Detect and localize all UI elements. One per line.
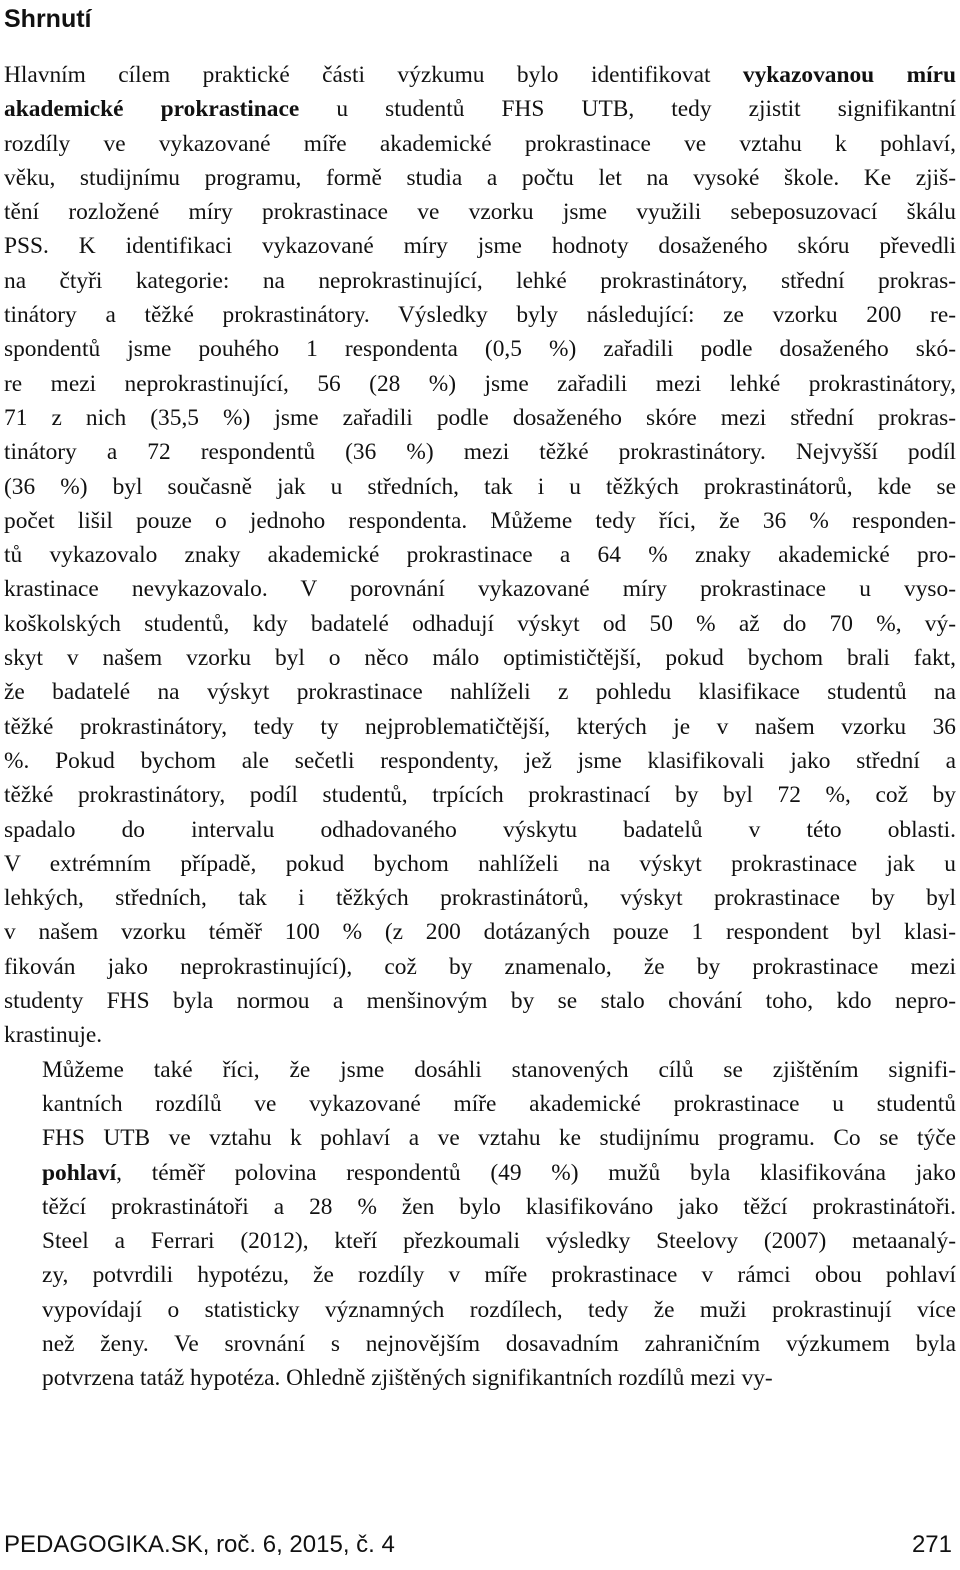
section-heading: Shrnutí: [4, 5, 92, 33]
emphasized-text: pohlaví: [42, 1159, 117, 1186]
text-line: Steel a Ferrari (2012), kteří přezkoumali výsledky Steelovy (2007) metaanalý-: [42, 1228, 956, 1255]
text-line: koškolských studentů, kdy badatelé odhadují výskyt od 50 % až do 70 %, vý-: [4, 610, 956, 637]
text-line: (36 %) byl současně jak u středních, tak i u těžkých prokrastinátorů, kde se: [4, 473, 956, 500]
paragraph-gender-differences: [4, 1053, 956, 1396]
text-line: %. Pokud bychom ale sečetli respondenty, jež jsme klasifikovali jako střední a: [4, 747, 956, 774]
text-line: rozdíly ve vykazované míře akademické prokrastinace ve vztahu k pohlaví,: [4, 130, 956, 157]
text-line: tinátory a těžké prokrastinátory. Výsledky byly následující: ze vzorku 200 re-: [4, 302, 956, 329]
text-line: spondentů jsme pouhého 1 respondenta (0,5 %) zařadili podle dosaženého skó-: [4, 336, 956, 363]
emphasized-text: akademické prokrastinace: [4, 96, 300, 123]
text-line: re mezi neprokrastinující, 56 (28 %) jsme zařadili mezi lehké prokrastinátory,: [4, 370, 956, 397]
text-line: počet lišil pouze o jednoho respondenta. Můžeme tedy říci, že 36 % responden-: [4, 507, 956, 534]
text-line: těžcí prokrastinátoři a 28 % žen bylo klasifikováno jako těžcí prokrastinátoři.: [42, 1193, 956, 1220]
text-line: že badatelé na výskyt prokrastinace nahlíželi z pohledu klasifikace studentů na: [4, 679, 956, 706]
body-text: [4, 58, 956, 1396]
text-line: spadalo do intervalu odhadovaného výskytu badatelů v této oblasti.: [4, 816, 956, 843]
text-line: V extrémním případě, pokud bychom nahlíželi na výskyt prokrastinace jak u: [4, 850, 956, 877]
text-line: tění rozložené míry prokrastinace ve vzorku jsme využili sebeposuzovací škálu: [4, 199, 956, 226]
text-line: v našem vzorku téměř 100 % (z 200 dotázaných pouze 1 respondent byl klasi-: [4, 919, 956, 946]
text-line: těžké prokrastinátory, podíl studentů, trpících prokrastinací by byl 72 %, což by: [4, 782, 956, 809]
text-line: Můžeme také říci, že jsme dosáhli stanovených cílů se zjištěním signifi-: [42, 1056, 956, 1083]
text-line: kantních rozdílů ve vykazované míře akademické prokrastinace u studentů: [42, 1090, 956, 1117]
text-line: těžké prokrastinátory, tedy ty nejproblematičtější, kterých je v našem vzorku 36: [4, 713, 956, 740]
text-line: FHS UTB ve vztahu k pohlaví a ve vztahu ke studijnímu programu. Co se týče: [42, 1125, 956, 1152]
text-line: potvrzena tatáž hypotéza. Ohledně zjištěných signifikantních rozdílů mezi vy-: [42, 1365, 773, 1392]
text-line: tů vykazovalo znaky akademické prokrastinace a 64 % znaky akademické pro-: [4, 542, 956, 569]
journal-citation: PEDAGOGIKA.SK, roč. 6, 2015, č. 4: [4, 1531, 395, 1558]
text-line: PSS. K identifikaci vykazované míry jsme hodnoty dosaženého skóru převedli: [4, 233, 956, 260]
text-line: akademické prokrastinace u studentů FHS UTB, tedy zjistit signifikantní: [4, 96, 956, 123]
text-line: lehkých, středních, tak i těžkých prokrastinátorů, výskyt prokrastinace by byl: [4, 885, 956, 912]
paragraph-summary-results: [4, 58, 956, 1053]
text-line: krastinace nevykazovalo. V porovnání vykazované míry prokrastinace u vyso-: [4, 576, 956, 603]
text-line: tinátory a 72 respondentů (36 %) mezi těžké prokrastinátory. Nejvyšší podíl: [4, 439, 956, 466]
page-number: 271: [911, 1531, 952, 1558]
text-line: studenty FHS byla normou a menšinovým by se stalo chování toho, kdo nepro-: [4, 988, 956, 1015]
text-line: vypovídají o statisticky významných rozdílech, tedy že muži prokrastinují více: [42, 1296, 956, 1323]
text-line: věku, studijnímu programu, formě studia a počtu let na vysoké škole. Ke zjiš-: [4, 164, 956, 191]
text-line: fikován jako neprokrastinující), což by znamenalo, že by prokrastinace mezi: [4, 953, 956, 980]
emphasized-text: vykazovanou míru: [742, 62, 956, 88]
text-line: pohlaví, téměř polovina respondentů (49 %) mužů byla klasifikována jako: [42, 1159, 956, 1186]
text-line: Hlavním cílem praktické části výzkumu bylo identifikovat vykazovanou míru: [4, 62, 956, 88]
text-line: než ženy. Ve srovnání s nejnovějším dosavadním zahraničním výzkumem byla: [42, 1330, 956, 1357]
text-line: 71 z nich (35,5 %) jsme zařadili podle dosaženého skóre mezi střední prokras-: [4, 404, 956, 431]
text-line: zy, potvrdili hypotézu, že rozdíly v míře prokrastinace v rámci obou pohlaví: [42, 1262, 956, 1289]
text-line: krastinuje.: [4, 1022, 103, 1049]
text-line: skyt v našem vzorku byl o něco málo optimističtější, pokud bychom brali fakt,: [4, 645, 956, 672]
text-line: na čtyři kategorie: na neprokrastinující, lehké prokrastinátory, střední prokras-: [4, 267, 956, 294]
